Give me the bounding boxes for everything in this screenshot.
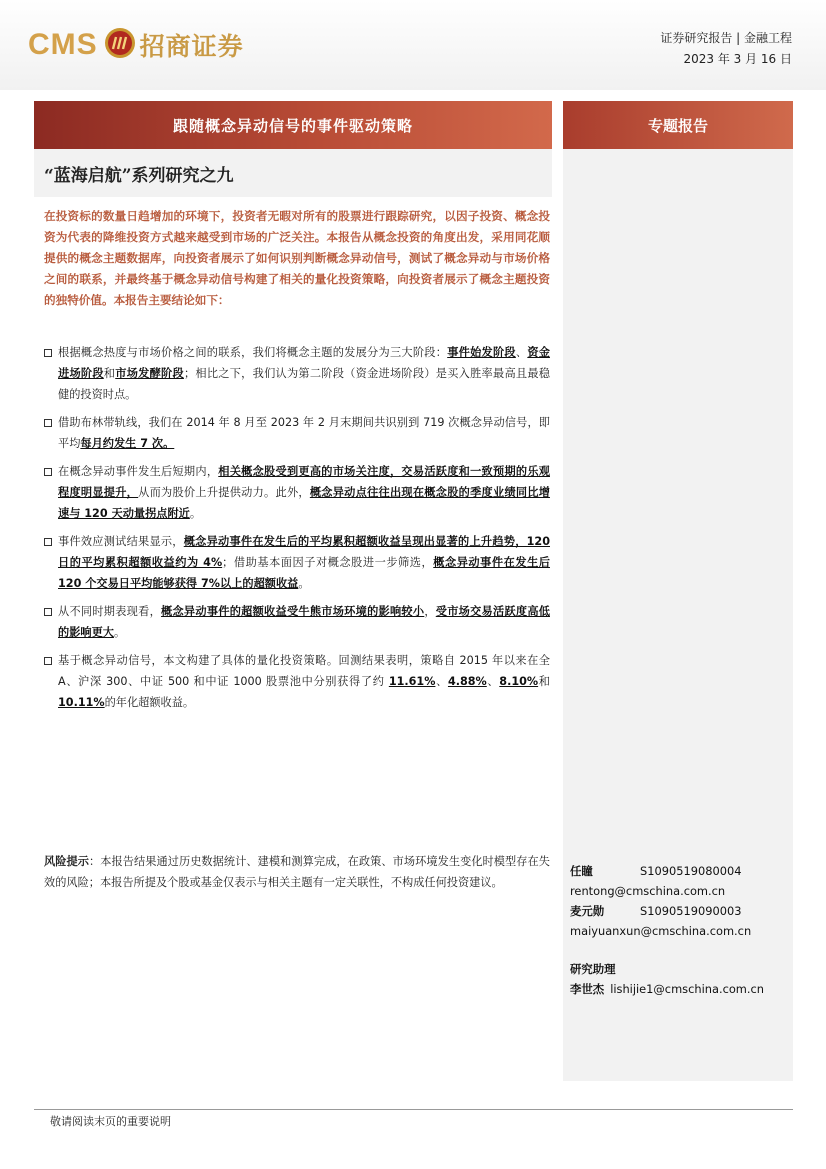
- assistant-row: [570, 979, 790, 999]
- list-item: 从不同时期表现看，概念异动事件的超额收益受牛熊市场环境的影响较小，受市场交易活跃度高低的影响更大。: [44, 601, 550, 643]
- risk-warning: [44, 851, 550, 893]
- analyst-name: 麦元勋: [570, 904, 605, 918]
- checkbox-bullet-icon: [44, 657, 52, 665]
- analyst-contacts: [570, 861, 790, 999]
- assistant-label: 研究助理: [570, 962, 616, 976]
- analyst-row: [570, 901, 790, 921]
- analyst-email[interactable]: rentong@cmschina.com.cn: [570, 884, 726, 898]
- cms-logo: [28, 22, 244, 68]
- report-date: 2023 年 3 月 16 日: [683, 52, 792, 66]
- list-item: 基于概念异动信号，本文构建了具体的量化投资策略。回测结果表明，策略自 2015 年以来在全 A、沪深 300、中证 500 和中证 1000 股票池中分别获得了约 11.61%、4.88%、8.10%和 10.11%的年化超额收益。: [44, 650, 550, 713]
- conclusion-list: [44, 342, 550, 720]
- assistant-email[interactable]: lishijie1@cmschina.com.cn: [610, 982, 764, 996]
- analyst-name: 任瞳: [570, 864, 593, 878]
- analyst-id: S1090519080004: [640, 864, 742, 878]
- list-item: 借助布林带轨线，我们在 2014 年 8 月至 2023 年 2 月末期间共识别到 719 次概念异动信号，即平均每月约发生 7 次。: [44, 412, 550, 454]
- risk-text: ：本报告结果通过历史数据统计、建模和测算完成，在政策、市场环境发生变化时模型存在失效的风险；本报告所提及个股或基金仅表示与相关主题有一定关联性，不构成任何投资建议。: [44, 855, 550, 889]
- header-meta: [660, 28, 792, 70]
- footer-divider: [34, 1109, 793, 1110]
- list-item: 事件效应测试结果显示，概念异动事件在发生后的平均累积超额收益呈现出显著的上升趋势，120 日的平均累积超额收益约为 4%；借助基本面因子对概念股进一步筛选，概念异动事件在发生后 120 个交易日平均能够获得 7%以上的超额收益。: [44, 531, 550, 594]
- abstract-paragraph: 在投资标的数量日趋增加的环境下，投资者无暇对所有的股票进行跟踪研究，以因子投资、概念投资为代表的降维投资方式越来越受到市场的广泛关注。本报告从概念投资的角度出发，采用同花顺提供的概念主题数据库，向投资者展示了如何识别判断概念异动信号，测试了概念异动与市场价格之间的联系，并最终基于概念异动信号构建了相关的量化投资策略，向投资者展示了概念主题投资的独特价值。本报告主要结论如下：: [44, 209, 550, 307]
- report-type: 证券研究报告 | 金融工程: [660, 31, 792, 45]
- list-item: 根据概念热度与市场价格之间的联系，我们将概念主题的发展分为三大阶段：事件始发阶段、资金进场阶段和市场发酵阶段；相比之下，我们认为第二阶段（资金进场阶段）是买入胜率最高且最稳健的投资时点。: [44, 342, 550, 405]
- footer-note: 敬请阅读末页的重要说明: [50, 1115, 171, 1128]
- analyst-row: [570, 861, 790, 881]
- logo-latin: CMS: [28, 28, 98, 61]
- list-item: 在概念异动事件发生后短期内，相关概念股受到更高的市场关注度，交易活跃度和一致预期的乐观程度明显提升，从而为股价上升提供动力。此外，概念异动点往往出现在概念股的季度业绩同比增速与 120 天动量拐点附近。: [44, 461, 550, 524]
- logo-chinese: 招商证券: [139, 32, 244, 61]
- logo-mark-icon: [104, 27, 136, 63]
- report-title: 跟随概念异动信号的事件驱动策略: [34, 101, 552, 149]
- checkbox-bullet-icon: [44, 419, 52, 427]
- checkbox-bullet-icon: [44, 468, 52, 476]
- series-subtitle: [34, 149, 552, 197]
- analyst-email[interactable]: maiyuanxun@cmschina.com.cn: [570, 924, 752, 938]
- checkbox-bullet-icon: [44, 538, 52, 546]
- checkbox-bullet-icon: [44, 349, 52, 357]
- checkbox-bullet-icon: [44, 608, 52, 616]
- assistant-name: 李世杰: [570, 982, 605, 996]
- subtitle-text: “蓝海启航”系列研究之九: [44, 165, 234, 186]
- report-tag: 专题报告: [563, 101, 793, 149]
- analyst-id: S1090519090003: [640, 904, 742, 918]
- risk-label: 风险提示: [44, 855, 89, 868]
